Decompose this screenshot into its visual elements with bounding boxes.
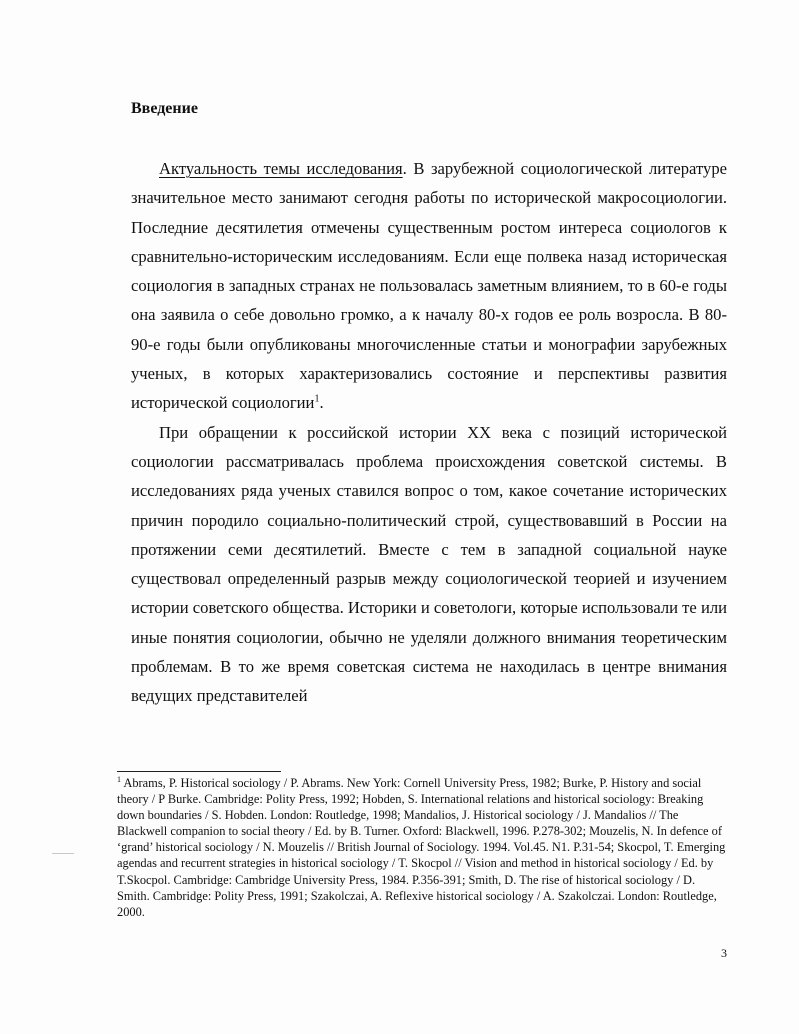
paragraph-1-end: . — [319, 393, 324, 413]
scan-artifact — [52, 853, 74, 854]
paragraph-1-text: . В зарубежной социологической литературе значительное место занимают сегодня работы по исторической макросоциологии. Последние десятилетия отмечены существенным ростом интереса социологов к сравнительно-историческим исследованиям. Если еще полвека назад историческая социология в западных странах не пользовалась заметным влиянием, то в 60-е годы она заявила о себе довольно громко, а к началу 80-х годов ее роль возросла. В 80-90-е годы были опубликованы многочисленные статьи и монографии зарубежных ученых, в которых характеризовались состояние и перспективы развития исторической социологии — [131, 159, 727, 413]
footnote-marker: 1 — [117, 774, 121, 784]
paragraph-relevance — [131, 154, 727, 418]
footnote-reference: 1 — [314, 393, 320, 405]
page-number: 3 — [721, 946, 727, 960]
section-label: Актуальность темы исследования — [159, 159, 403, 178]
paragraph-2: При обращении к российской истории XX века с позиций исторической социологии рассматривалась проблема происхождения советской системы. В исследованиях ряда ученых ставился вопрос о том, какое сочетание исторических причин породило социально-политический строй, существовавший в России на протяжении семи десятилетий. Вместе с тем в западной социальной науке существовал определенный разрыв между социологической теорией и изучением истории советского общества. Историки и советологи, которые использовали те или иные понятия социологии, обычно не уделяли должного внимания теоретическим проблемам. В то же время советская система не находилась в центре внимания ведущих представителей — [131, 422, 727, 706]
page-title: Введение — [131, 100, 198, 117]
footnote — [117, 775, 726, 920]
main-text — [131, 154, 727, 711]
footnote-divider — [117, 771, 281, 772]
footnote-text: Abrams, P. Historical sociology / P. Abrams. New York: Cornell University Press, 1982; Burke, P. History and social theory / P Burke. Cambridge: Polity Press, 1992; Hobden, S. International relations and historical sociology: Breaking down boundaries / S. Hobden. London: Routledge, 1998; Mandalios, J. Historical sociology / J. Mandalios // The Blackwell companion to social theory / Ed. by B. Turner. Oxford: Blackwell, 1996. P.278-302; Mouzelis, N. In defence of ‘grand’ historical sociology / N. Mouzelis // British Journal of Sociology. 1994. Vol.45. N1. P.31-54; Skocpol, T. Emerging agendas and recurrent strategies in historical sociology / T. Skocpol // Vision and method in historical sociology / Ed. by T.Skocpol. Cambridge: Cambridge University Press, 1984. P.356-391; Smith, D. The rise of historical sociology / D. Smith. Cambridge: Polity Press, 1991; Szakolczai, A. Reflexive historical sociology / A. Szakolczai. London: Routledge, 2000. — [117, 776, 726, 919]
